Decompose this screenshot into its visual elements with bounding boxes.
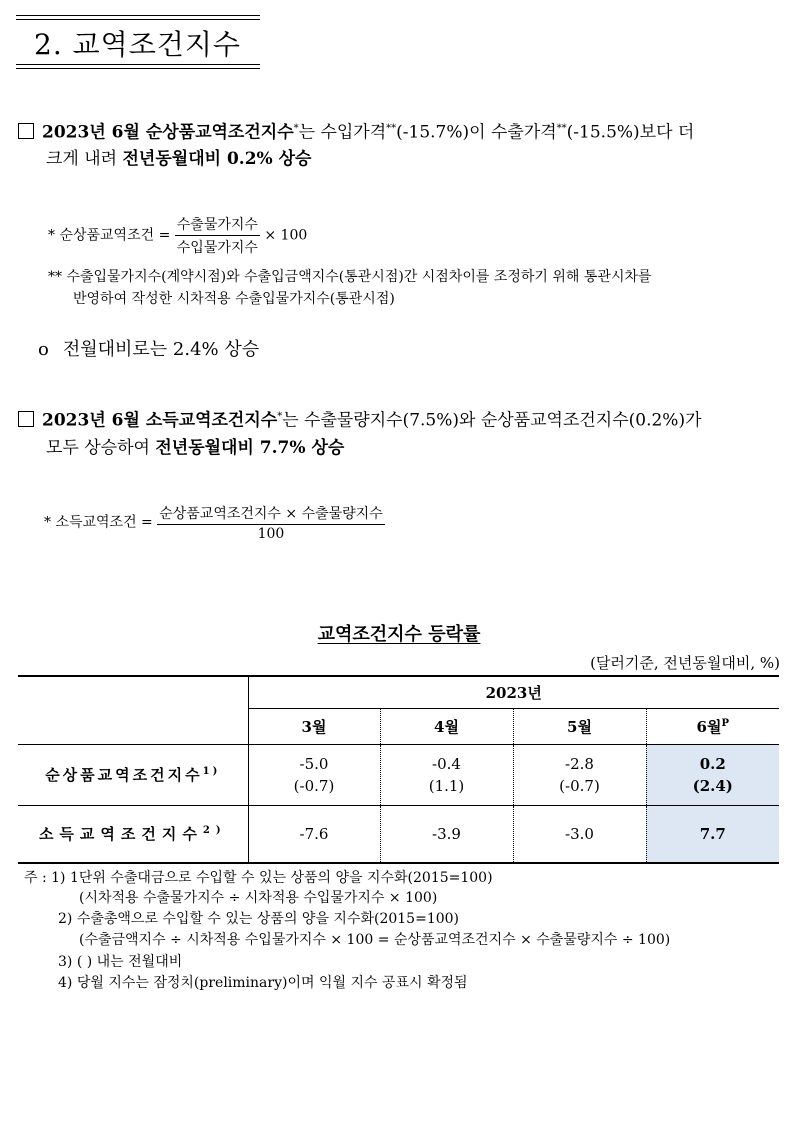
section-number: 2.: [34, 28, 63, 61]
note2-line1: 수출입물가지수(계약시점)와 수출입금액지수(통관시점)간 시점차이를 조정하기 위해 통관시차를: [66, 269, 652, 285]
table-header-year-row: [18, 676, 779, 708]
formula1-denominator: 수입물가지수: [176, 240, 258, 256]
paragraph-2: [18, 401, 702, 437]
table-year-header: 2023년: [248, 676, 779, 708]
p1-line2-bold: 전년동월대비 0.2% 상승: [122, 149, 312, 169]
cell-net-barter-6: [646, 744, 779, 805]
p2-line2-text: 모두 상승하여: [46, 438, 156, 458]
p1-text-3: (-15.7%)이 수출가격: [396, 122, 557, 143]
paragraph-2-line-2: [46, 433, 344, 464]
p2-line2-bold: 전년동월대비 7.7% 상승: [155, 438, 345, 458]
trade-terms-table: [18, 675, 779, 864]
p1-text-4: (-15.5%)보다 더: [566, 122, 695, 143]
table-row: [18, 805, 779, 863]
footnote-4: 4) 당월 지수는 잠정치(preliminary)이며 익월 지수 공표시 확정됨: [58, 975, 468, 991]
month-header-4: 4월: [380, 708, 513, 744]
heading-rule-top: [16, 15, 260, 16]
formula1-numerator: 수출물가지수: [175, 214, 260, 236]
p1-line2-text: 크게 내려: [46, 149, 123, 169]
heading-rule-bottom: [16, 64, 260, 65]
row-label-text: 소득교역조건지수: [38, 825, 203, 844]
cell-income-5: -3.0: [513, 805, 646, 863]
cell-sub-value: (-0.7): [559, 776, 600, 795]
cell-sub-value: (2.4): [692, 776, 733, 795]
cell-sub-value: (1.1): [428, 776, 465, 795]
heading-rule-bottom-inner: [16, 68, 260, 69]
footnote-1-detail: (시차적용 수출물가지수 ÷ 시차적용 수입물가지수 × 100): [79, 890, 438, 906]
checkbox-square-icon-2: [18, 411, 34, 427]
formula-2: [44, 503, 385, 542]
row-label-income: [18, 805, 248, 863]
bullet-circle-icon: o: [38, 339, 49, 360]
footnote-2-detail: (수출금액지수 ÷ 시차적용 수입물가지수 × 100 = 순상품교역조건지수 × 수출물량지수 ÷ 100): [79, 932, 671, 948]
checkbox-square-icon: [18, 123, 34, 139]
cell-income-6: 7.7: [646, 805, 779, 863]
month-header-5: 5월: [513, 708, 646, 744]
formula2-numerator: 순상품교역조건지수 × 수출물량지수: [157, 503, 385, 525]
row-label-net-barter: [18, 744, 248, 805]
table-row: [18, 744, 779, 805]
cell-value: -5.0: [299, 754, 329, 773]
p1-mark-3: **: [556, 123, 567, 134]
paragraph-1-line-2: [46, 144, 311, 175]
formula1-fraction: [175, 214, 260, 257]
table-corner-cell: [18, 676, 248, 744]
p2-text-2: 는 수출물량지수(7.5%)와 순상품교역조건지수(0.2%)가: [282, 410, 702, 431]
p1-mark-1: *: [293, 123, 299, 134]
cell-net-barter-3: [248, 744, 380, 805]
footnote-1: 주 : 1) 1단위 수출대금으로 수입할 수 있는 상품의 양을 지수화(2015=100): [24, 870, 493, 886]
cell-net-barter-4: [380, 744, 513, 805]
formula1-suffix: × 100: [264, 227, 308, 244]
section-title-text: 교역조건지수: [72, 28, 241, 61]
formula2-fraction: [157, 503, 385, 542]
p2-subject: 2023년 6월 소득교역조건지수: [42, 410, 278, 431]
p1-text-2: 는 수입가격: [298, 122, 387, 143]
bullet-1: [38, 334, 259, 365]
section-title: [34, 23, 241, 63]
note2-mark: **: [48, 269, 62, 285]
footnote-3: 3) ( ) 내는 전월대비: [58, 954, 183, 970]
note2-line2: 반영하여 작성한 시차적용 수출입물가지수(통관시점): [73, 291, 395, 307]
month-header-6-text: 6월: [696, 717, 722, 736]
p1-subject: 2023년 6월 순상품교역조건지수: [42, 122, 294, 143]
p2-mark-1: *: [277, 411, 283, 422]
cell-sub-value: (-0.7): [293, 776, 335, 795]
footnote-2: 2) 수출총액으로 수입할 수 있는 상품의 양을 지수화(2015=100): [58, 911, 460, 927]
month-header-3: 3월: [248, 708, 380, 744]
cell-income-3: -7.6: [248, 805, 380, 863]
cell-net-barter-5: [513, 744, 646, 805]
bullet1-text: 전월대비로는 2.4% 상승: [62, 339, 260, 360]
note-2-line-2: [73, 288, 395, 308]
formula-1: [48, 214, 307, 257]
table-unit: (달러기준, 전년동월대비, %): [590, 654, 780, 672]
cell-value: -0.4: [432, 754, 461, 773]
month-header-p-mark: P: [721, 717, 729, 729]
cell-income-4: -3.9: [380, 805, 513, 863]
table-title: [0, 620, 798, 646]
row-label-text: 순상품교역조건지수: [45, 766, 203, 784]
table-title-text: 교역조건지수 등락률: [317, 624, 481, 645]
p1-mark-2: **: [386, 123, 397, 134]
row-label-mark: 1): [202, 766, 221, 777]
cell-value: 0.2: [699, 754, 726, 773]
note-2: [48, 266, 652, 286]
formula1-prefix: * 순상품교역조건 =: [48, 227, 171, 244]
heading-rule-top-inner: [16, 19, 260, 20]
formula2-prefix: * 소득교역조건 =: [44, 514, 153, 531]
row-label-mark: 2): [202, 825, 227, 837]
section-heading: [16, 15, 260, 67]
month-header-6: [646, 708, 779, 744]
formula2-denominator: 100: [257, 526, 285, 542]
cell-value: -2.8: [565, 754, 594, 773]
